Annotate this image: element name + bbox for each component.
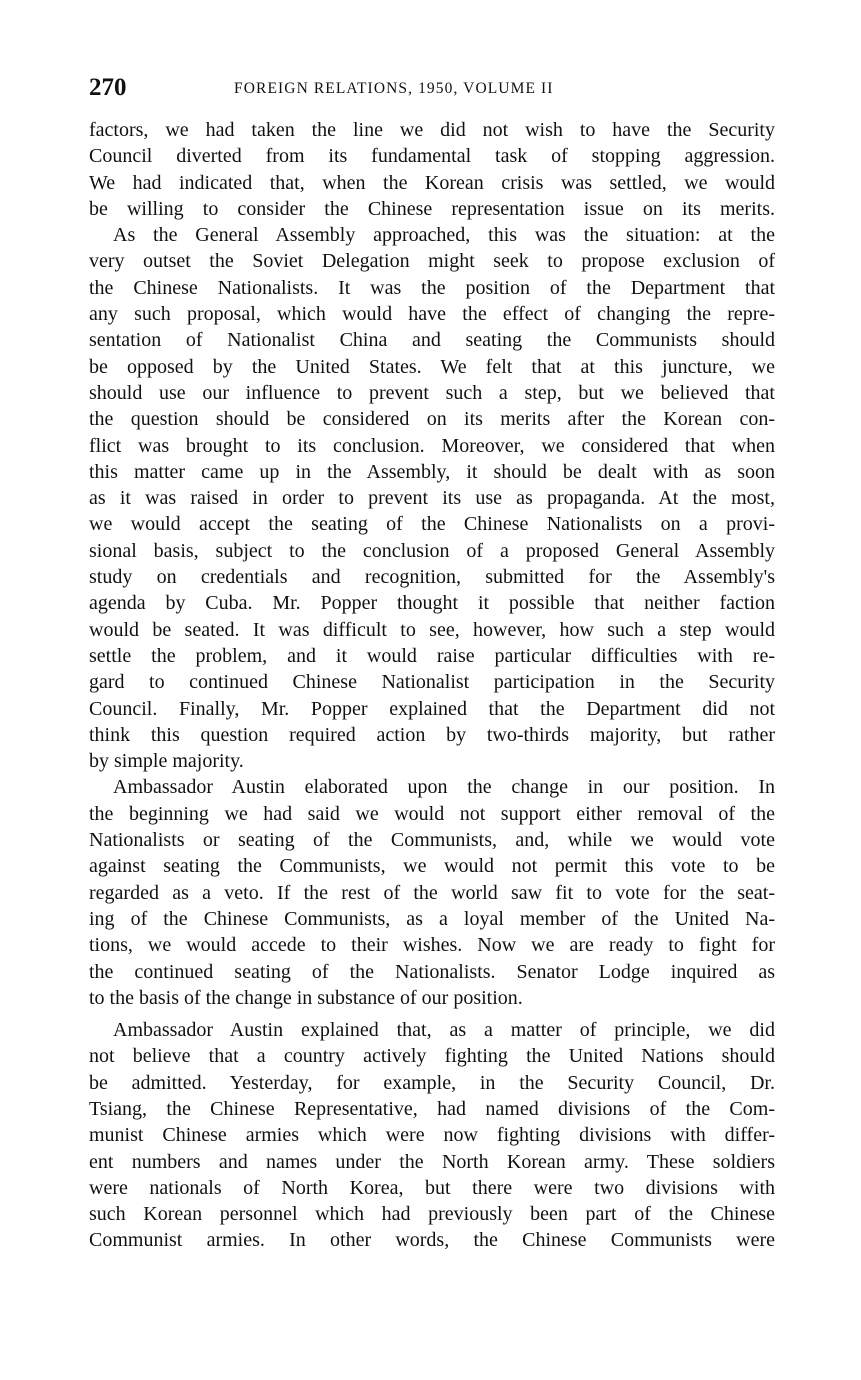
running-title: FOREIGN RELATIONS, 1950, VOLUME II bbox=[234, 80, 554, 97]
text-line: ing of the Chinese Communists, as a loyal member of the United Na- bbox=[89, 907, 775, 930]
running-head bbox=[89, 72, 775, 104]
text-line: the beginning we had said we would not support either removal of the bbox=[89, 802, 775, 825]
text-line: settle the problem, and it would raise particular difficulties with re- bbox=[89, 644, 775, 667]
text-line: were nationals of North Korea, but there were two divisions with bbox=[89, 1176, 775, 1199]
text-line: Nationalists or seating of the Communists, and, while we would vote bbox=[89, 829, 775, 852]
text-line: tions, we would accede to their wishes. Now we are ready to fight for bbox=[89, 934, 775, 957]
text-line: the Chinese Nationalists. It was the position of the Department that bbox=[89, 276, 775, 299]
text-line: this matter came up in the Assembly, it should be dealt with as soon bbox=[89, 460, 775, 483]
text-line: against seating the Communists, we would not permit this vote to be bbox=[89, 855, 775, 878]
text-line: study on credentials and recognition, submitted for the Assembly's bbox=[89, 566, 775, 589]
text-line: we would accept the seating of the Chinese Nationalists on a provi- bbox=[89, 513, 775, 536]
text-line: be willing to consider the Chinese representation issue on its merits. bbox=[89, 197, 775, 220]
page-number: 270 bbox=[89, 74, 127, 101]
text-line: Ambassador Austin explained that, as a matter of principle, we did bbox=[113, 1019, 775, 1042]
text-line: flict was brought to its conclusion. Moreover, we considered that when bbox=[89, 434, 775, 457]
text-line: factors, we had taken the line we did not wish to have the Security bbox=[89, 119, 775, 141]
text-line: be admitted. Yesterday, for example, in the Security Council, Dr. bbox=[89, 1071, 775, 1094]
text-line: Council diverted from its fundamental task of stopping aggression. bbox=[89, 145, 775, 168]
paragraph-2 bbox=[89, 222, 775, 774]
text-line: sentation of Nationalist China and seating the Communists should bbox=[89, 329, 775, 352]
text-line: munist Chinese armies which were now fighting divisions with differ- bbox=[89, 1124, 775, 1147]
text-line: agenda by Cuba. Mr. Popper thought it possible that neither faction bbox=[89, 592, 775, 615]
text-line: Council. Finally, Mr. Popper explained that the Department did not bbox=[89, 697, 775, 720]
text-line: sional basis, subject to the conclusion of a proposed General Assembly bbox=[89, 539, 775, 562]
text-line: We had indicated that, when the Korean crisis was settled, we would bbox=[89, 171, 775, 194]
text-line: be opposed by the United States. We felt that at this juncture, we bbox=[89, 355, 775, 378]
text-line: very outset the Soviet Delegation might seek to propose exclusion of bbox=[89, 250, 775, 273]
text-line: think this question required action by two-thirds majority, but rather bbox=[89, 723, 775, 746]
text-line: gard to continued Chinese Nationalist participation in the Security bbox=[89, 671, 775, 694]
text-line: should use our influence to prevent such a step, but we believed that bbox=[89, 381, 775, 404]
text-line: Ambassador Austin elaborated upon the change in our position. In bbox=[113, 776, 775, 799]
text-line: by simple majority. bbox=[89, 750, 244, 773]
text-line: not believe that a country actively fighting the United Nations should bbox=[89, 1045, 775, 1068]
text-line: such Korean personnel which had previously been part of the Chinese bbox=[89, 1203, 775, 1226]
text-line: regarded as a veto. If the rest of the world saw fit to vote for the seat- bbox=[89, 881, 775, 904]
text-line: any such proposal, which would have the effect of changing the repre- bbox=[89, 303, 775, 326]
text-line: Communist armies. In other words, the Chinese Communists were bbox=[89, 1229, 775, 1252]
paragraph-3 bbox=[89, 774, 775, 1011]
text-line: the continued seating of the Nationalists. Senator Lodge inquired as bbox=[89, 960, 775, 983]
text-line: the question should be considered on its merits after the Korean con- bbox=[89, 408, 775, 431]
text-line: ent numbers and names under the North Korean army. These soldiers bbox=[89, 1150, 775, 1173]
text-line: to the basis of the change in substance of our position. bbox=[89, 986, 523, 1009]
text-line: As the General Assembly approached, this was the situation: at the bbox=[113, 224, 775, 247]
text-line: would be seated. It was difficult to see, however, how such a step would bbox=[89, 618, 775, 641]
body-text bbox=[89, 117, 775, 1254]
paragraph-1 bbox=[89, 117, 775, 222]
text-line: Tsiang, the Chinese Representative, had named divisions of the Com- bbox=[89, 1097, 775, 1120]
paragraph-4 bbox=[89, 1017, 775, 1254]
text-line: as it was raised in order to prevent its use as propaganda. At the most, bbox=[89, 487, 775, 510]
